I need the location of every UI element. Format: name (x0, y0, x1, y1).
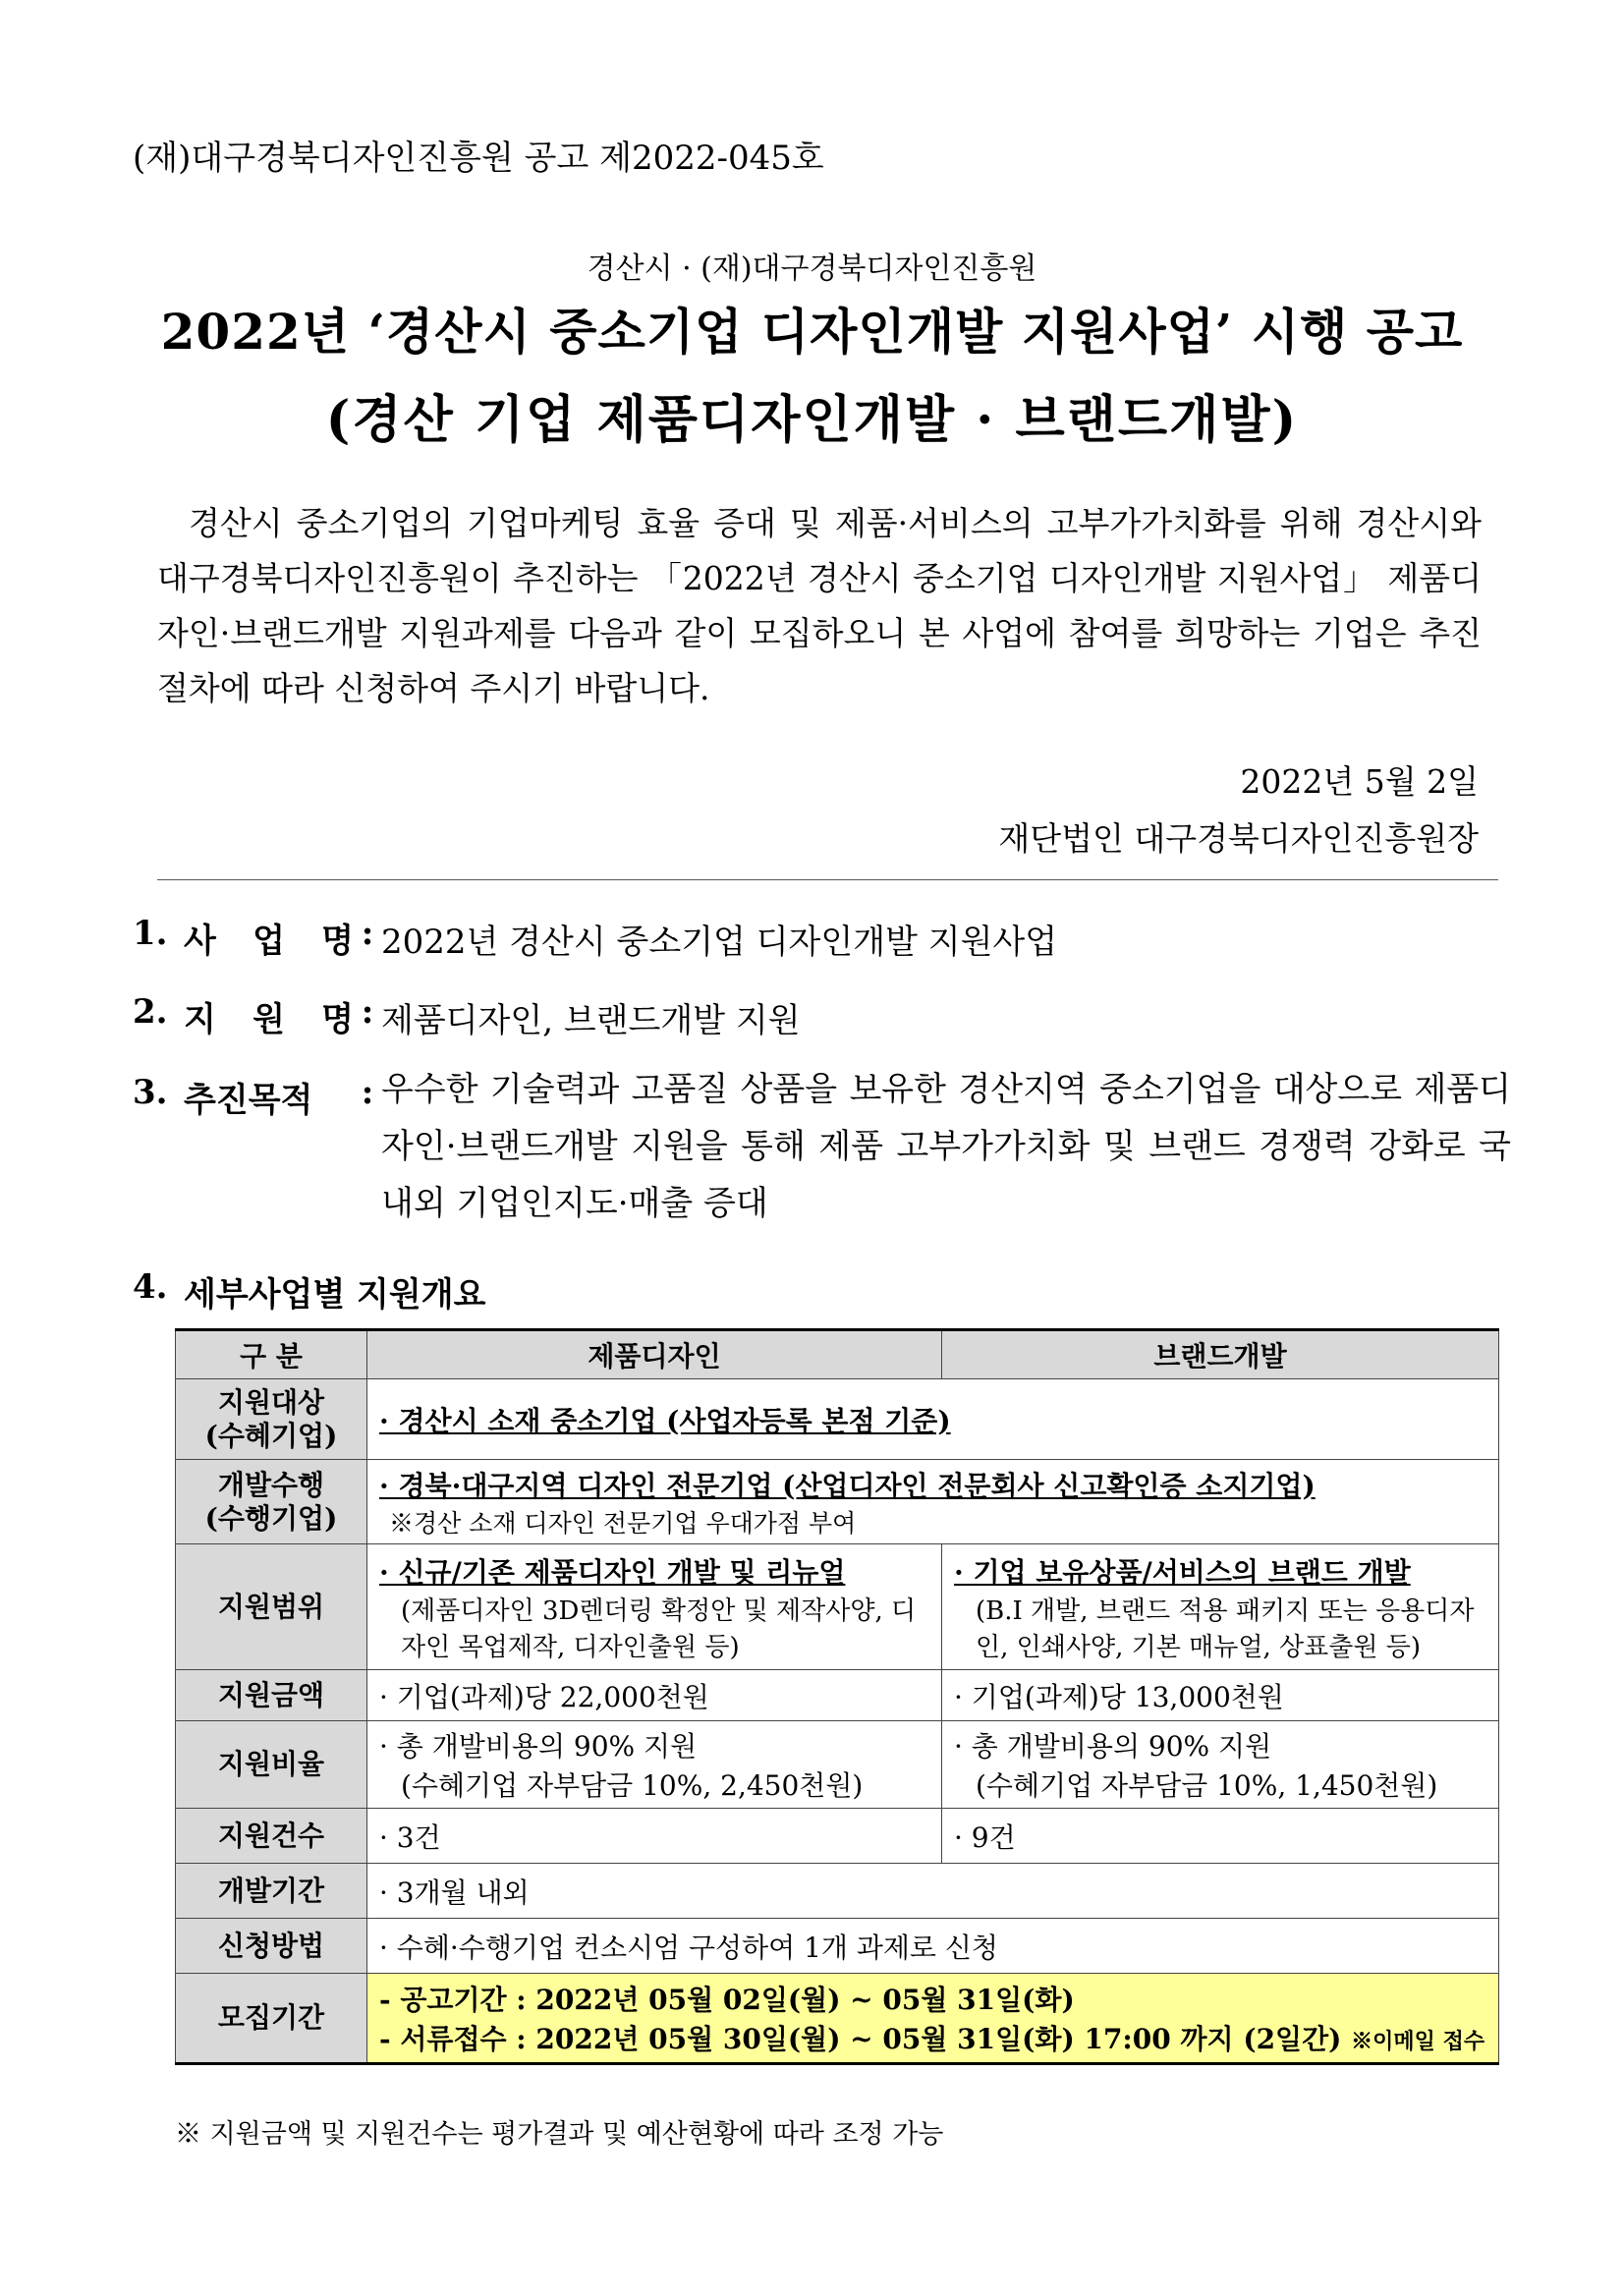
table-header-row (176, 1330, 1499, 1379)
table-cell: · 기업(과제)당 22,000천원 (367, 1670, 942, 1721)
announcement-date: 2022년 5월 2일 (1240, 762, 1479, 801)
row-header: 지원비율 (176, 1721, 367, 1809)
cell-text: · 경북·대구지역 디자인 전문기업 (산업디자인 전문회사 신고확인증 소지기업) (379, 1469, 1316, 1502)
table-row (176, 1670, 1499, 1721)
table-cell: · 수혜·수행기업 컨소시엄 구성하여 1개 과제로 신청 (367, 1919, 1499, 1974)
table-row (176, 1379, 1499, 1460)
organizer-line: 경산시 · (재)대구경북디자인진흥원 (587, 252, 1037, 286)
page-title: 2022년 ‘경산시 중소기업 디자인개발 지원사업’ 시행 공고 (160, 303, 1464, 361)
page-subtitle: (경산 기업 제품디자인개발 · 브랜드개발) (325, 390, 1299, 450)
recruit-line: - 공고기간 : 2022년 05월 02일(월) ~ 05월 31일(화) (379, 1984, 1075, 2016)
label-char: 업 (252, 922, 285, 961)
table-row (176, 1460, 1499, 1544)
label-char: 원 (252, 1000, 285, 1039)
row-header: 지원대상 (수혜기업) (176, 1379, 367, 1460)
table-header: 브랜드개발 (942, 1330, 1499, 1379)
issuer-name: 재단법인 대구경북디자인진흥원장 (998, 819, 1479, 858)
table-header: 제품디자인 (367, 1330, 942, 1379)
divider (157, 879, 1498, 880)
table-cell (367, 1544, 942, 1670)
cell-note: (B.I 개발, 브랜드 적용 패키지 또는 응용디자인, 인쇄사양, 기본 매뉴얼, 상표출원 등) (976, 1596, 1475, 1662)
item-number: 3. (133, 1073, 168, 1112)
table-header: 구 분 (176, 1330, 367, 1379)
item-label (184, 914, 354, 971)
item-label (184, 992, 354, 1049)
row-header: 지원범위 (176, 1544, 367, 1670)
table-cell: · 3개월 내외 (367, 1864, 1499, 1919)
table-cell (942, 1721, 1499, 1809)
label-char: 추진목적 (184, 1081, 313, 1120)
item-colon: : (361, 914, 374, 953)
cell-note: ※경산 소재 디자인 전문기업 우대가점 부여 (389, 1508, 857, 1538)
table-cell (367, 1460, 1499, 1544)
cell-note: (수혜기업 자부담금 10%, 1,450천원) (976, 1769, 1438, 1802)
table-cell: · 3건 (367, 1809, 942, 1864)
table-row (176, 1721, 1499, 1809)
item-label: 세부사업별 지원개요 (184, 1275, 486, 1315)
label-char: 사 (184, 922, 216, 961)
row-header: 신청방법 (176, 1919, 367, 1974)
item-colon: : (361, 992, 374, 1032)
highlighted-cell (367, 1974, 1499, 2064)
cell-note: (제품디자인 3D렌더링 확정안 및 제작사양, 디자인 목업제작, 디자인출원 등) (401, 1596, 917, 1662)
support-overview-table (175, 1328, 1499, 2065)
table-cell: · 9건 (942, 1809, 1499, 1864)
table-cell (942, 1544, 1499, 1670)
table-row (176, 1974, 1499, 2064)
cell-text: · 총 개발비용의 90% 지원 (954, 1730, 1272, 1763)
table-cell (367, 1379, 1499, 1460)
row-header: 개발기간 (176, 1864, 367, 1919)
cell-text: · 기업 보유상품/서비스의 브랜드 개발 (954, 1555, 1411, 1589)
table-row (176, 1544, 1499, 1670)
item-number: 4. (133, 1267, 168, 1307)
item-value: 2022년 경산시 중소기업 디자인개발 지원사업 (381, 923, 1058, 962)
footnote: ※ 지원금액 및 지원건수는 평가결과 및 예산현황에 따라 조정 가능 (175, 2119, 944, 2150)
label-char: 명 (321, 1000, 354, 1039)
table-row (176, 1864, 1499, 1919)
section-item-overview (133, 1267, 485, 1316)
table-row (176, 1919, 1499, 1974)
label-char: 지 (184, 1000, 216, 1039)
table-row (176, 1809, 1499, 1864)
intro-paragraph: 경산시 중소기업의 기업마케팅 효율 증대 및 제품·서비스의 고부가가치화를 위해 경산시와 대구경북디자인진흥원이 추진하는 「2022년 경산시 중소기업 디자인개발 지원사업」 제품디자인·브랜드개발 지원과제를 다음과 같이 모집하오니 본 사업에 참여를 희망하는 기업은 추진절차에 따라 신청하여 주시기 바랍니다. (157, 504, 1482, 707)
item-label (184, 1073, 354, 1232)
announcement-number: (재)대구경북디자인진흥원 공고 제2022-045호 (133, 139, 824, 178)
item-value: 제품디자인, 브랜드개발 지원 (381, 1001, 801, 1040)
item-colon: : (361, 1073, 374, 1112)
row-header: 지원금액 (176, 1670, 367, 1721)
section-item-business-name (133, 914, 1511, 971)
item-value: 우수한 기술력과 고품질 상품을 보유한 경산지역 중소기업을 대상으로 제품디자인·브랜드개발 지원을 통해 제품 고부가가치화 및 브랜드 경쟁력 강화로 국내외 기업인지도·매출 증대 (381, 1070, 1511, 1223)
item-number: 2. (133, 992, 168, 1032)
row-header: 개발수행 (수행기업) (176, 1460, 367, 1544)
cell-text: · 총 개발비용의 90% 지원 (379, 1730, 698, 1763)
cell-text: · 신규/기존 제품디자인 개발 및 리뉴얼 (379, 1555, 846, 1589)
section-item-support-name (133, 992, 1511, 1049)
label-char: 명 (321, 922, 354, 961)
recruit-line: - 서류접수 : 2022년 05월 30일(월) ~ 05월 31일(화) 17:00 까지 (2일간) (379, 2023, 1342, 2055)
cell-text: · 경산시 소재 중소기업 (사업자등록 본점 기준) (379, 1404, 951, 1437)
row-header: 모집기간 (176, 1974, 367, 2064)
item-number: 1. (133, 914, 168, 953)
row-header: 지원건수 (176, 1809, 367, 1864)
cell-note: (수혜기업 자부담금 10%, 2,450천원) (401, 1769, 864, 1802)
table-cell (367, 1721, 942, 1809)
recruit-note: ※이메일 접수 (1351, 2029, 1485, 2054)
section-item-purpose (133, 1070, 1511, 1232)
table-cell: · 기업(과제)당 13,000천원 (942, 1670, 1499, 1721)
